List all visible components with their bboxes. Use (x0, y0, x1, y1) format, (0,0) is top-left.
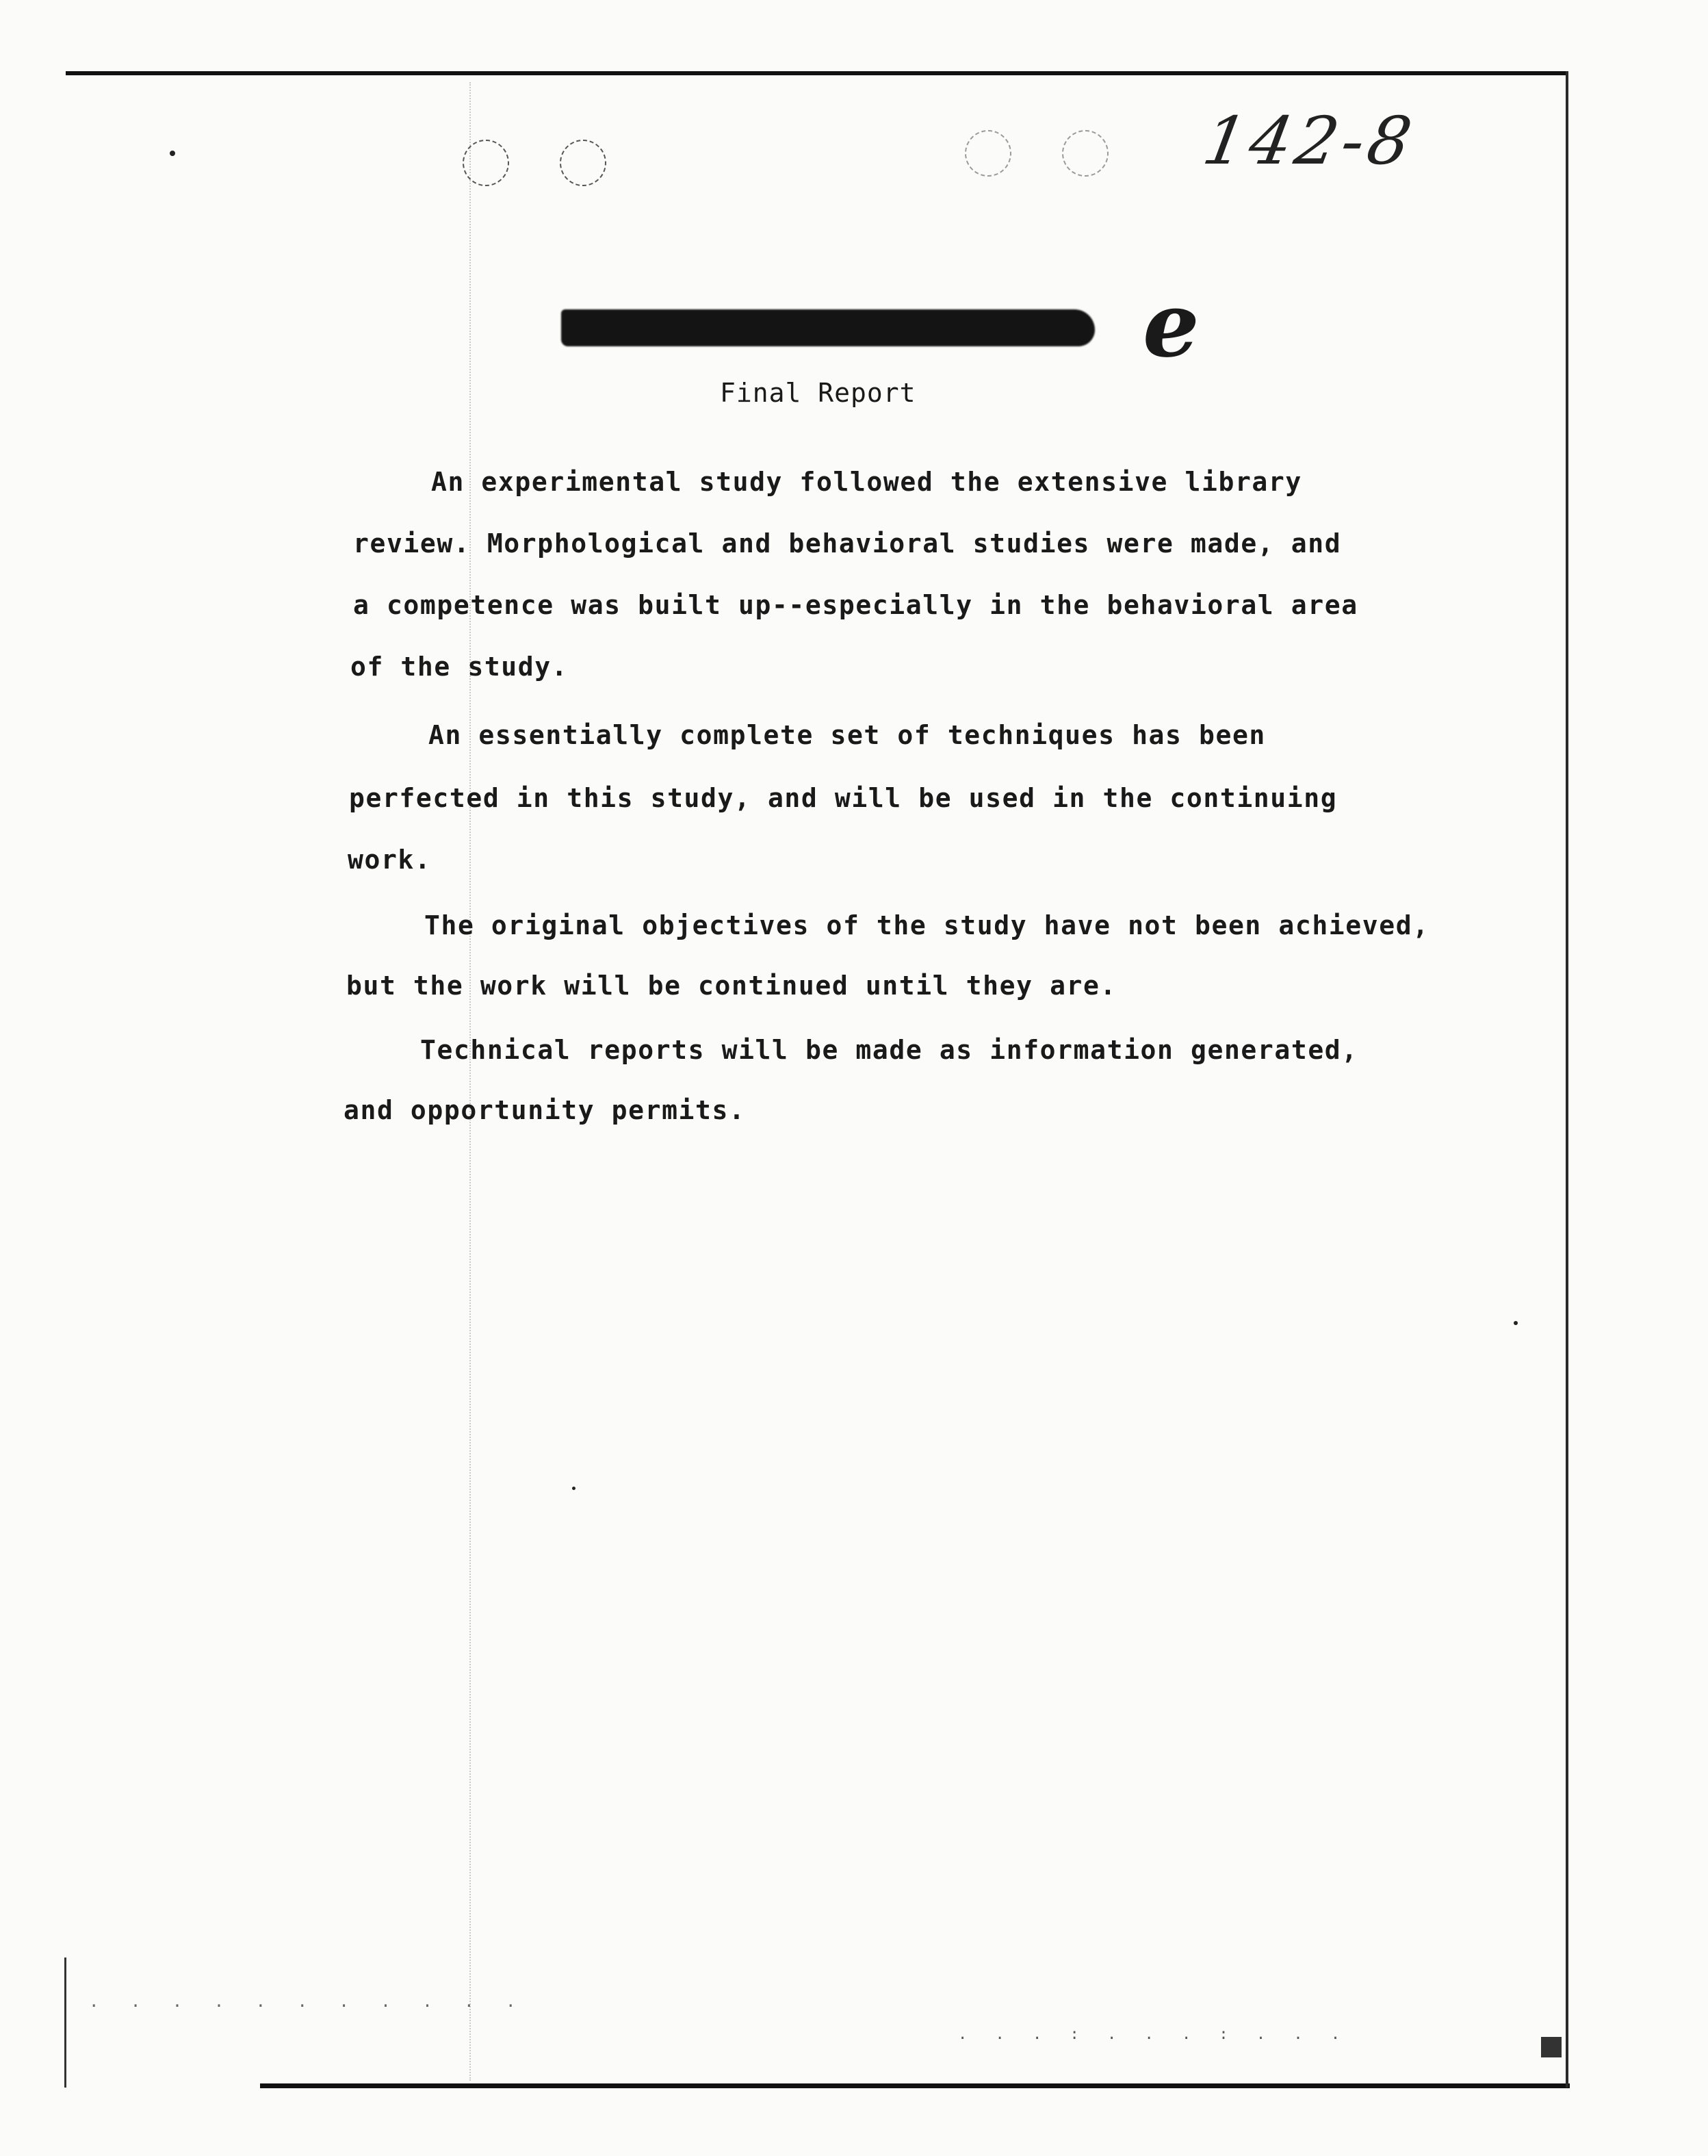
body-line: perfected in this study, and will be used in the continuing (349, 783, 1338, 813)
binder-hole (965, 130, 1011, 177)
body-line: Technical reports will be made as information generated, (420, 1035, 1358, 1065)
body-line: work. (348, 845, 432, 875)
body-line: The original objectives of the study have not been achieved, (424, 910, 1429, 940)
handwritten-file-number: 142-8 (1198, 103, 1421, 179)
body-line: of the study. (350, 652, 569, 682)
body-line: a competence was built up--especially in the behavioral area (353, 590, 1358, 620)
scan-noise: . . . : . . . : . . . (958, 2026, 1350, 2043)
scan-noise: . . . . . . . . . . . (89, 1992, 527, 2011)
ink-speck (170, 151, 175, 156)
corner-scan-mark (1541, 2037, 1562, 2057)
binder-hole (1062, 130, 1109, 177)
binder-hole (463, 140, 509, 186)
redaction-bar (561, 309, 1095, 346)
ink-speck (1514, 1321, 1518, 1325)
left-border-rule (64, 1958, 66, 2088)
top-border-rule (66, 71, 1568, 75)
body-line: review. Morphological and behavioral studies were made, and (353, 528, 1342, 559)
right-border-rule (1566, 71, 1568, 2088)
report-title: Final Report (720, 378, 916, 408)
ink-speck (572, 1487, 575, 1490)
binder-hole (560, 140, 606, 186)
body-line: An essentially complete set of techniques has been (428, 720, 1266, 750)
body-line: and opportunity permits. (344, 1095, 746, 1125)
body-line: An experimental study followed the extensive library (431, 467, 1302, 497)
handwritten-initial: e (1143, 272, 1200, 377)
body-line: but the work will be continued until they are. (346, 971, 1117, 1001)
bottom-border-rule (260, 2083, 1570, 2088)
fold-line (469, 82, 471, 2081)
